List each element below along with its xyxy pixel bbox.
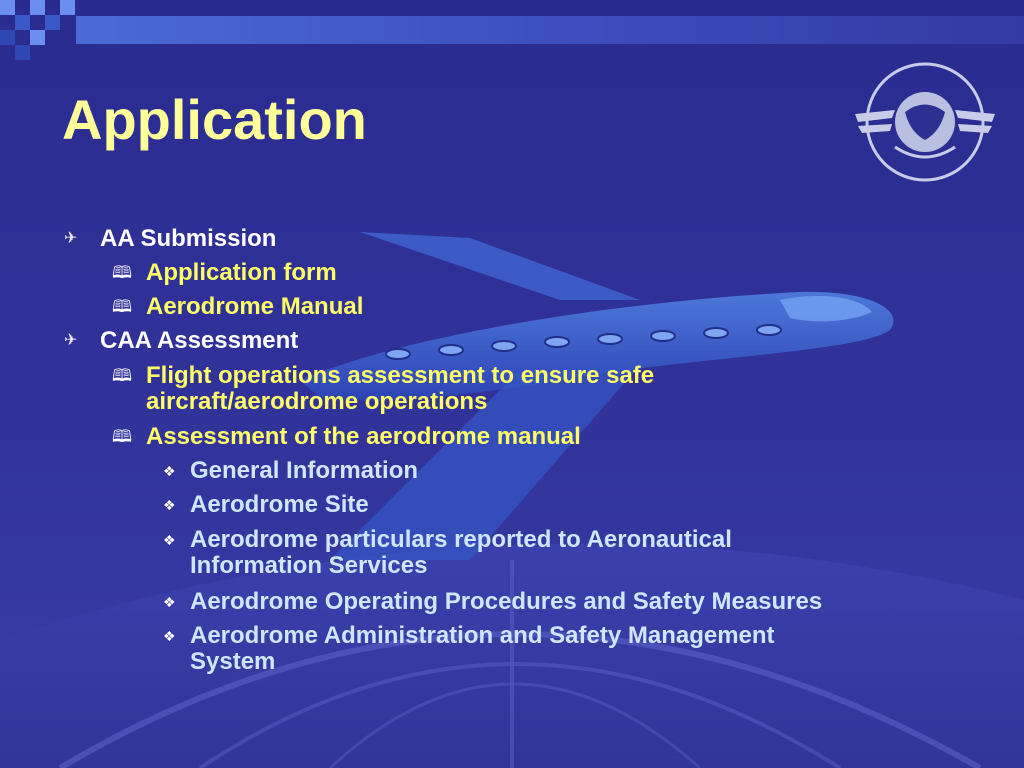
airplane-icon: ✈ <box>64 332 78 349</box>
books-icon: 🕮 <box>112 427 133 446</box>
list-item-line: Flight operations assessment to ensure safe <box>146 362 655 389</box>
list-item: Aerodrome Manual <box>146 293 364 320</box>
list-item: AA Submission <box>100 225 277 252</box>
list-item-line: Aerodrome particulars reported to Aeronautical <box>190 526 732 553</box>
books-icon: 🕮 <box>112 297 133 316</box>
list-item: Aerodrome Site <box>190 491 369 518</box>
diamond-bullet-icon: ❖ <box>163 497 176 513</box>
list-item: CAA Assessment <box>100 327 299 354</box>
diamond-bullet-icon: ❖ <box>163 532 176 548</box>
list-item: Aerodrome Operating Procedures and Safety Measures <box>190 588 823 615</box>
diamond-bullet-icon: ❖ <box>163 594 176 610</box>
list-item: General Information <box>190 457 419 484</box>
airplane-icon: ✈ <box>64 230 78 247</box>
list-item-line: aircraft/aerodrome operations <box>146 388 488 415</box>
header-bar <box>76 16 1024 44</box>
diamond-bullet-icon: ❖ <box>163 628 176 644</box>
icao-emblem-icon <box>850 52 1000 198</box>
diamond-bullet-icon: ❖ <box>163 463 176 479</box>
books-icon: 🕮 <box>112 263 133 282</box>
list-item-line: Aerodrome Administration and Safety Management <box>190 622 775 649</box>
list-item-line: System <box>190 648 276 675</box>
list-item-line: Information Services <box>190 552 428 579</box>
list-item: Assessment of the aerodrome manual <box>146 423 581 450</box>
list-item: Application form <box>146 259 337 286</box>
slide-title: Application <box>62 88 367 151</box>
books-icon: 🕮 <box>112 366 133 385</box>
